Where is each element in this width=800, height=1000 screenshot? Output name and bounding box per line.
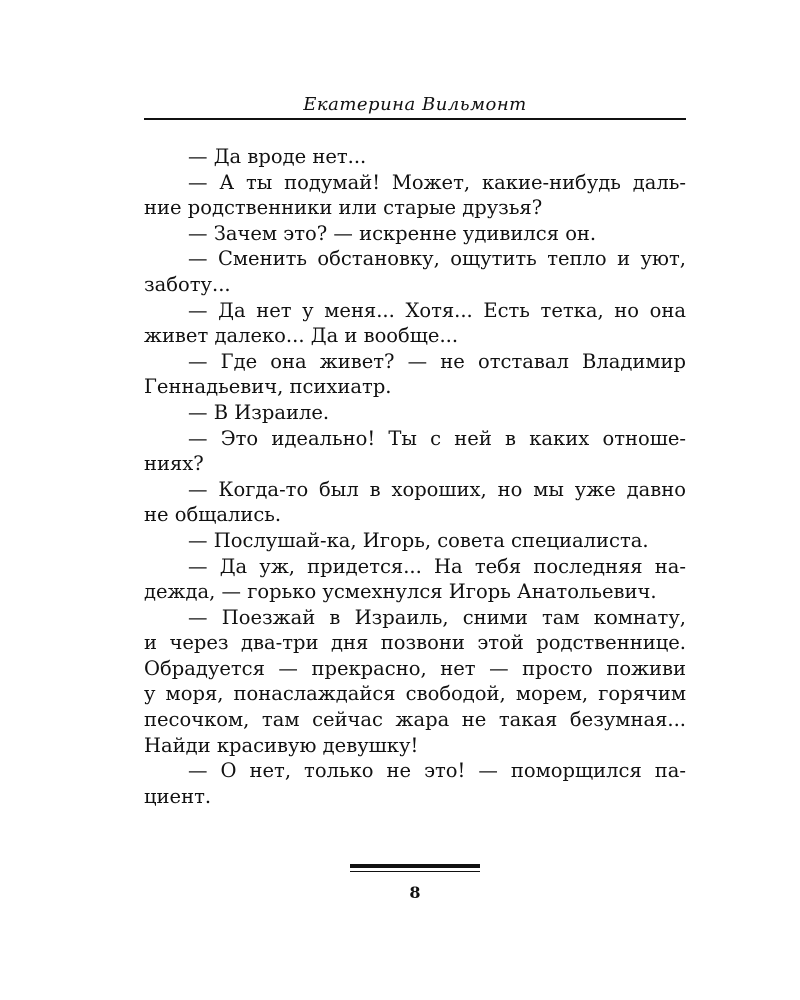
text-line: — О нет, только не это! — поморщился па- [188,759,686,783]
text-line: не общались. [144,503,282,527]
text-line: — Да нет у меня... Хотя... Есть тетка, но она [188,298,686,322]
text-line: — Да вроде нет... [188,145,367,168]
text-line: Найди красивую девушку! [144,733,419,757]
text-line: дежда, — горько усмехнулся Игорь Анатольевич. [144,580,657,604]
text-line: ние родственники или старые друзья? [144,196,543,220]
text-line: и через два-три дня позвони этой родственнице. [144,631,686,655]
text-line: живет далеко... Да и вообще... [144,324,459,348]
text-line: — Когда-то был в хороших, но мы уже давно [188,477,686,501]
text-line: у моря, понаслаждайся свободой, морем, горячим [144,682,686,706]
running-head-title: Екатерина Вильмонт [303,94,527,115]
footer-rule [350,864,480,868]
text-line: — Поезжай в Израиль, сними там комнату, [188,605,686,629]
text-line: — Да уж, придется... На тебя последняя на- [188,554,686,578]
text-line: — Зачем это? — искренне удивился он. [188,221,597,245]
text-line: — Сменить обстановку, ощутить тепло и уют, [188,247,686,271]
text-line: циент. [144,784,212,808]
text-line: — Послушай-ка, Игорь, совета специалиста. [188,528,649,552]
text-line: ниях? [144,452,204,476]
footer-rule-thin [350,871,480,872]
text-line: заботу... [144,272,231,296]
header-rule [144,118,686,120]
text-line: — А ты подумай! Может, какие-нибудь даль- [188,170,686,194]
text-line: песочком, там сейчас жара не такая безумная... [144,708,686,732]
page-number: 8 [409,883,421,902]
text-line: — Это идеально! Ты с ней в каких отноше- [188,426,686,450]
text-line: — Где она живет? — не отставал Владимир [188,349,686,373]
body-text [144,144,686,809]
text-line: — В Израиле. [188,400,330,424]
text-line: Геннадьевич, психиатр. [144,375,392,399]
text-line: Обрадуется — прекрасно, нет — просто поживи [144,656,686,680]
